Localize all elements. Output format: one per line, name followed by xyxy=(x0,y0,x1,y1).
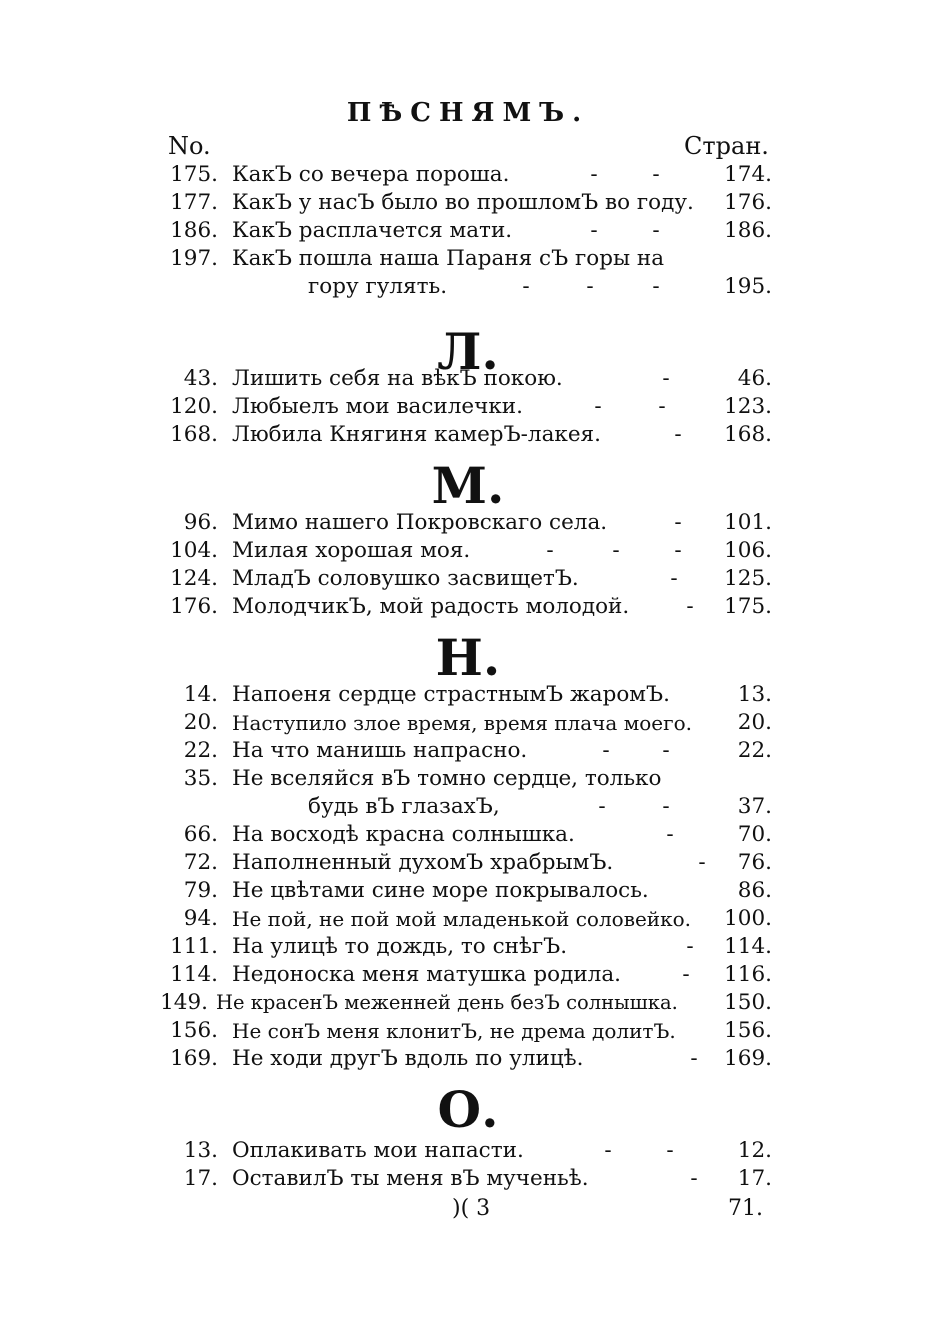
index-entry xyxy=(160,188,772,218)
entry-number: 13. xyxy=(183,1138,218,1163)
index-entry xyxy=(160,592,772,622)
entry-page: 22. xyxy=(737,738,772,763)
entry-number: 114. xyxy=(170,962,218,987)
entry-page: 150. xyxy=(724,990,772,1015)
entry-page: 70. xyxy=(737,822,772,847)
entry-title: Любыелъ мои василечки. xyxy=(232,394,523,419)
entry-title: Лишить себя на вѣкЪ покою. xyxy=(232,366,563,391)
entry-page: 195. xyxy=(724,274,772,299)
entry-number: 124. xyxy=(170,566,218,591)
entry-number: 22. xyxy=(183,738,218,763)
leader-dash: - xyxy=(682,962,690,987)
entry-title: КакЪ со вечера пороша. xyxy=(232,162,510,187)
index-entry xyxy=(160,216,772,246)
index-entry xyxy=(160,364,772,394)
section-letter: О. xyxy=(437,1080,499,1139)
entry-number: 175. xyxy=(170,162,218,187)
leader-dash: - xyxy=(666,1138,674,1163)
entry-title-continuation: гору гулять. xyxy=(308,274,448,299)
entry-title: На улицѣ то дождь, то снѣгЪ. xyxy=(232,934,568,959)
entry-page: 12. xyxy=(737,1138,772,1163)
entry-title: На что манишь напрасно. xyxy=(232,738,528,763)
entry-title: Не вселяйся вЪ томно сердце, только xyxy=(232,766,662,791)
index-entry xyxy=(160,536,772,566)
entry-title: Не ходи другЪ вдоль по улицѣ. xyxy=(232,1046,584,1071)
column-header-page: Стран. xyxy=(684,132,769,160)
entry-title: Оплакивать мои напасти. xyxy=(232,1138,524,1163)
entry-number: 169. xyxy=(170,1046,218,1071)
entry-number: 20. xyxy=(183,710,218,735)
entry-page: 17. xyxy=(737,1166,772,1191)
leader-dash: - xyxy=(674,538,682,563)
entry-title-continuation: будь вЪ глазахЪ, xyxy=(308,794,500,819)
index-entry-continuation xyxy=(160,272,772,302)
index-entry xyxy=(160,764,772,794)
entry-title: ОставилЪ ты меня вЪ мученьѣ. xyxy=(232,1166,589,1191)
index-entry xyxy=(160,160,772,190)
entry-number: 96. xyxy=(183,510,218,535)
entry-number: 43. xyxy=(183,366,218,391)
index-entry xyxy=(160,1164,772,1194)
entry-page: 125. xyxy=(724,566,772,591)
entry-number: 186. xyxy=(170,218,218,243)
leader-dash: - xyxy=(686,594,694,619)
index-entry xyxy=(160,932,772,962)
leader-dash: - xyxy=(658,394,666,419)
entry-title: Наступило злое время, время плача моего. xyxy=(232,711,692,735)
index-entry xyxy=(160,848,772,878)
entry-title: МолодчикЪ, мой радость молодой. xyxy=(232,594,630,619)
leader-dash: - xyxy=(652,218,660,243)
entry-page: 123. xyxy=(724,394,772,419)
signature-mark: )( 3 xyxy=(452,1196,491,1221)
entry-page: 175. xyxy=(724,594,772,619)
entry-page: 101. xyxy=(724,510,772,535)
leader-dash: - xyxy=(690,1166,698,1191)
entry-page: 186. xyxy=(724,218,772,243)
index-entry xyxy=(160,564,772,594)
entry-page: 156. xyxy=(724,1018,772,1043)
leader-dash: - xyxy=(546,538,554,563)
running-title: ПѢСНЯМЪ. xyxy=(346,98,590,128)
entry-title: Не цвѣтами сине море покрывалось. xyxy=(232,878,649,903)
leader-dash: - xyxy=(686,934,694,959)
entry-number: 176. xyxy=(170,594,218,619)
entry-title: На восходѣ красна солнышка. xyxy=(232,822,575,847)
entry-number: 156. xyxy=(170,1018,218,1043)
index-entry-continuation xyxy=(160,792,772,822)
leader-dash: - xyxy=(662,794,670,819)
entry-number: 14. xyxy=(183,682,218,707)
index-entry xyxy=(160,1136,772,1166)
entry-title: КакЪ у насЪ было во прошломЪ во году. xyxy=(232,190,694,215)
entry-title: МладЪ соловушко засвищетЪ. xyxy=(232,566,579,591)
leader-dash: - xyxy=(522,274,530,299)
section-letter: Л. xyxy=(437,322,499,381)
leader-dash: - xyxy=(652,162,660,187)
entry-title: Мимо нашего Покровскаго села. xyxy=(232,510,608,535)
leader-dash: - xyxy=(674,422,682,447)
entry-title: Наполненный духомЪ храбрымЪ. xyxy=(232,850,614,875)
leader-dash: - xyxy=(674,510,682,535)
index-entry xyxy=(160,244,772,274)
entry-number: 120. xyxy=(170,394,218,419)
entry-number: 149. xyxy=(160,990,208,1015)
index-entry xyxy=(160,680,772,710)
entry-page: 174. xyxy=(724,162,772,187)
entry-number: 177. xyxy=(170,190,218,215)
entry-title: КакЪ пошла наша Параня сЪ горы на xyxy=(232,246,665,271)
entry-page: 20. xyxy=(737,710,772,735)
index-entry xyxy=(160,904,772,934)
entry-title: Не пой, не пой мой младенькой соловейко. xyxy=(232,907,692,931)
leader-dash: - xyxy=(662,366,670,391)
entry-page: 46. xyxy=(737,366,772,391)
index-entry xyxy=(160,1044,772,1074)
leader-dash: - xyxy=(590,162,598,187)
entry-title: Не сонЪ меня клонитЪ, не дрема долитЪ. xyxy=(232,1019,676,1043)
entry-title: Не красенЪ меженней день безЪ солнышка. xyxy=(216,991,678,1014)
entry-page: 100. xyxy=(724,906,772,931)
entry-page: 86. xyxy=(737,878,772,903)
index-entry xyxy=(160,708,772,738)
entry-number: 79. xyxy=(183,878,218,903)
leader-dash: - xyxy=(586,274,594,299)
entry-page: 76. xyxy=(737,850,772,875)
index-entry xyxy=(160,420,772,450)
leader-dash: - xyxy=(662,738,670,763)
entry-page: 116. xyxy=(724,962,772,987)
entry-number: 168. xyxy=(170,422,218,447)
leader-dash: - xyxy=(598,794,606,819)
index-entry xyxy=(160,876,772,906)
leader-dash: - xyxy=(690,1046,698,1071)
entry-number: 17. xyxy=(183,1166,218,1191)
entry-number: 94. xyxy=(183,906,218,931)
section-letter: М. xyxy=(431,456,505,515)
entry-number: 72. xyxy=(183,850,218,875)
leader-dash: - xyxy=(666,822,674,847)
entry-page: 176. xyxy=(724,190,772,215)
index-entry xyxy=(160,988,772,1018)
catchword: 71. xyxy=(728,1196,763,1221)
entry-page: 169. xyxy=(724,1046,772,1071)
entry-title: Недоноска меня матушка родила. xyxy=(232,962,621,987)
index-entry xyxy=(160,820,772,850)
leader-dash: - xyxy=(604,1138,612,1163)
leader-dash: - xyxy=(652,274,660,299)
entry-number: 111. xyxy=(170,934,218,959)
index-entry xyxy=(160,1016,772,1046)
column-header-number: No. xyxy=(168,132,211,160)
leader-dash: - xyxy=(670,566,678,591)
entry-title: Напоеня сердце страстнымЪ жаромЪ. xyxy=(232,682,670,707)
index-entry xyxy=(160,392,772,422)
leader-dash: - xyxy=(602,738,610,763)
entry-number: 197. xyxy=(170,246,218,271)
entry-number: 35. xyxy=(183,766,218,791)
leader-dash: - xyxy=(698,850,706,875)
index-entry xyxy=(160,736,772,766)
entry-page: 37. xyxy=(737,794,772,819)
leader-dash: - xyxy=(612,538,620,563)
index-entry xyxy=(160,960,772,990)
entry-page: 106. xyxy=(724,538,772,563)
leader-dash: - xyxy=(590,218,598,243)
entry-number: 104. xyxy=(170,538,218,563)
entry-page: 13. xyxy=(737,682,772,707)
entry-page: 114. xyxy=(724,934,772,959)
entry-title: Любила Княгиня камерЪ-лакея. xyxy=(232,422,601,447)
entry-number: 66. xyxy=(183,822,218,847)
index-entry xyxy=(160,508,772,538)
entry-page: 168. xyxy=(724,422,772,447)
leader-dash: - xyxy=(594,394,602,419)
entry-title: Милая хорошая моя. xyxy=(232,538,471,563)
entry-title: КакЪ расплачется мати. xyxy=(232,218,513,243)
section-letter: Н. xyxy=(435,628,501,687)
